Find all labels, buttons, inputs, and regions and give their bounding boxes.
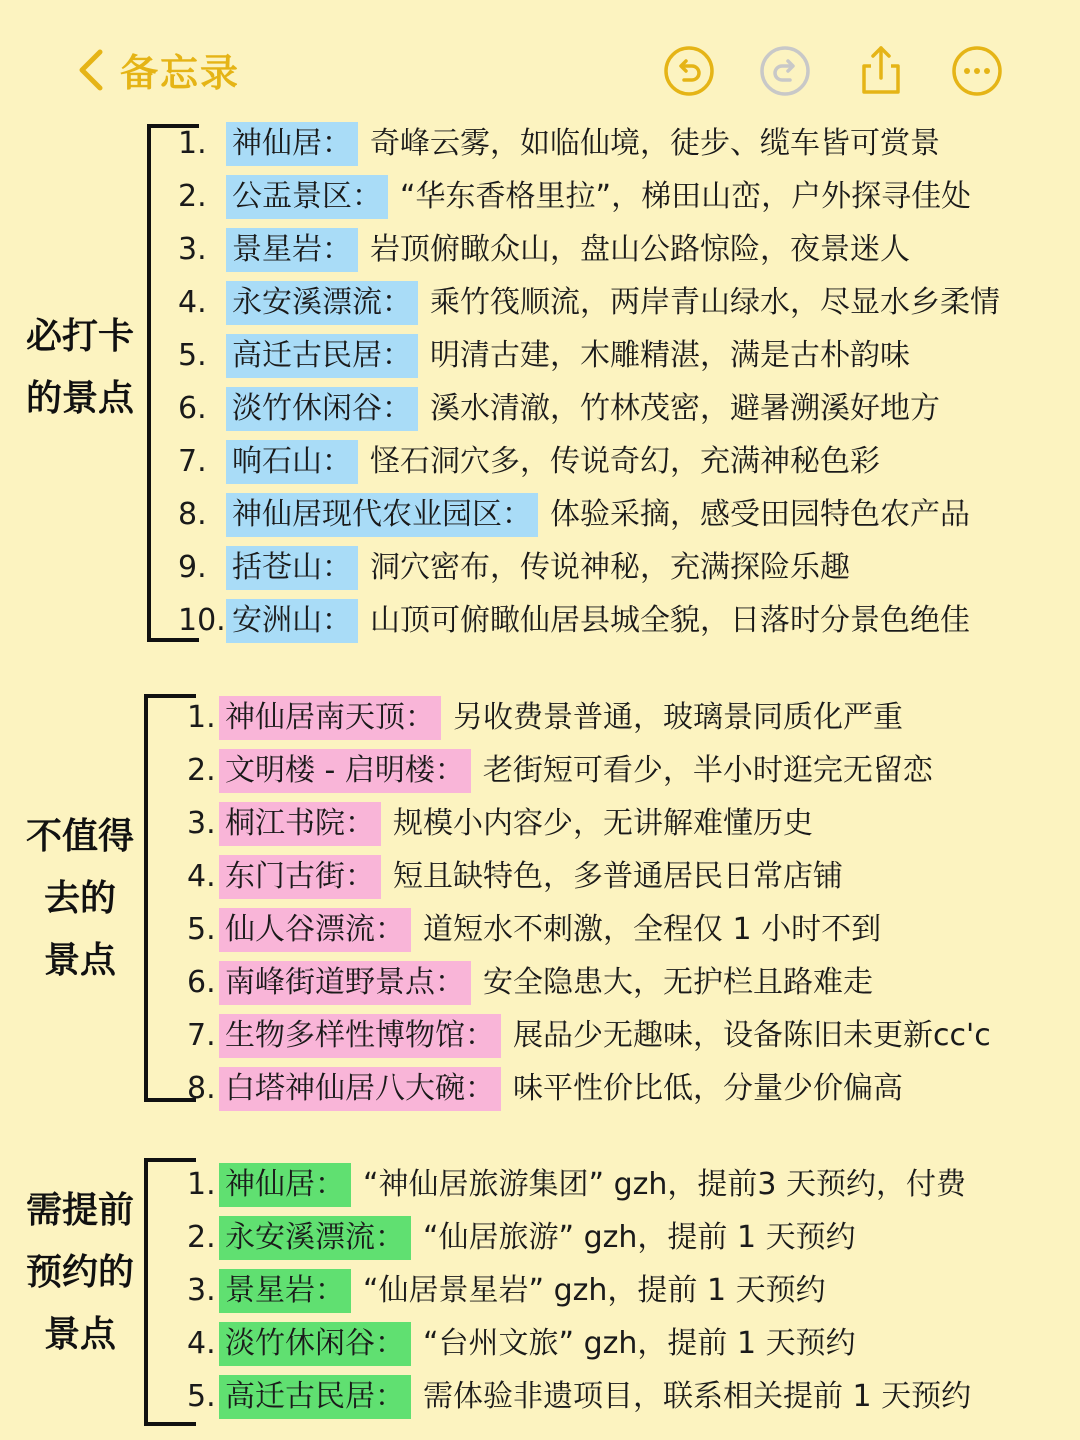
item-desc: “神仙居旅游集团” gzh，提前3 天预约，付费	[363, 1167, 967, 1202]
undo-button[interactable]	[662, 44, 716, 98]
item-desc: 溪水清澈，竹林茂密，避暑溯溪好地方	[430, 391, 940, 426]
top-bar	[0, 0, 1080, 130]
item-number: 9.	[178, 550, 207, 585]
item-desc: 规模小内容少，无讲解难懂历史	[393, 806, 813, 841]
item-number: 8.	[187, 1071, 216, 1106]
item-number: 2.	[178, 179, 207, 214]
item-name: 括苍山：	[226, 546, 358, 590]
item-name: 神仙居：	[219, 1163, 351, 1207]
item-number: 2.	[187, 1220, 216, 1255]
item-name: 景星岩：	[226, 228, 358, 272]
item-name: 文明楼 - 启明楼：	[219, 749, 471, 793]
list-item	[178, 597, 970, 645]
item-name: 景星岩：	[219, 1269, 351, 1313]
share-button[interactable]	[854, 44, 908, 98]
section-label-line: 去的	[43, 878, 116, 919]
item-desc: 明清古建，木雕精湛，满是古朴韵味	[430, 338, 910, 373]
item-number: 5.	[187, 1379, 216, 1414]
more-icon	[950, 44, 1004, 98]
list-item	[178, 544, 850, 592]
section-label	[10, 1180, 150, 1366]
item-name: 桐江书院：	[219, 802, 381, 846]
item-name: 永安溪漂流：	[226, 281, 418, 325]
item-desc: 体验采摘，感受田园特色农产品	[550, 497, 970, 532]
item-number: 2.	[187, 753, 216, 788]
list-item	[178, 120, 940, 168]
item-desc: 安全隐患大，无护栏且路难走	[483, 965, 873, 1000]
list-item	[178, 226, 910, 274]
list-item	[187, 694, 903, 742]
item-name: 东门古街：	[219, 855, 381, 899]
list-item	[187, 1320, 856, 1368]
list-item	[187, 1012, 991, 1060]
item-name: 生物多样性博物馆：	[219, 1014, 501, 1058]
item-desc: “仙居旅游” gzh，提前 1 天预约	[423, 1220, 856, 1255]
item-name: 仙人谷漂流：	[219, 908, 411, 952]
item-desc: 山顶可俯瞰仙居县城全貌，日落时分景色绝佳	[370, 603, 970, 638]
more-button[interactable]	[950, 44, 1004, 98]
list-item	[187, 1161, 966, 1209]
section-label-line: 不值得	[25, 816, 134, 857]
item-name: 淡竹休闲谷：	[219, 1322, 411, 1366]
list-item	[187, 1214, 856, 1262]
item-number: 1.	[187, 700, 216, 735]
item-number: 7.	[178, 444, 207, 479]
list-item	[187, 906, 881, 954]
item-number: 8.	[178, 497, 207, 532]
undo-icon	[662, 44, 716, 98]
back-button[interactable]	[74, 42, 240, 97]
item-number: 5.	[178, 338, 207, 373]
list-item	[178, 173, 971, 221]
item-desc: 另收费景普通，玻璃景同质化严重	[453, 700, 903, 735]
item-number: 7.	[187, 1018, 216, 1053]
item-number: 3.	[187, 1273, 216, 1308]
section-label	[10, 806, 150, 992]
item-number: 3.	[187, 806, 216, 841]
chevron-left-icon	[74, 46, 108, 94]
section-label-line: 景点	[43, 940, 116, 981]
list-item	[187, 959, 873, 1007]
item-number: 10.	[178, 603, 226, 638]
item-desc: 怪石洞穴多，传说奇幻，充满神秘色彩	[370, 444, 880, 479]
item-desc: 奇峰云雾，如临仙境，徒步、缆车皆可赏景	[370, 126, 940, 161]
item-number: 1.	[187, 1167, 216, 1202]
list-item	[187, 1065, 903, 1113]
item-name: 安洲山：	[226, 599, 358, 643]
item-desc: 展品少无趣味，设备陈旧未更新cc'c	[513, 1018, 991, 1053]
item-name: 公盂景区：	[226, 175, 388, 219]
share-icon	[854, 44, 908, 98]
item-name: 永安溪漂流：	[219, 1216, 411, 1260]
item-desc: 老街短可看少，半小时逛完无留恋	[482, 753, 933, 788]
list-item	[187, 1373, 971, 1421]
item-name: 响石山：	[226, 440, 358, 484]
list-item	[187, 800, 813, 848]
list-item	[187, 853, 843, 901]
item-name: 高迁古民居：	[226, 334, 418, 378]
list-item	[178, 438, 880, 486]
redo-button[interactable]	[758, 44, 812, 98]
section-label-line: 的景点	[25, 378, 134, 419]
item-desc: “台州文旅” gzh，提前 1 天预约	[423, 1326, 856, 1361]
item-name: 高迁古民居：	[219, 1375, 411, 1419]
item-number: 6.	[178, 391, 207, 426]
item-number: 6.	[187, 965, 216, 1000]
back-label: 备忘录	[120, 51, 241, 95]
list-item	[178, 279, 1000, 327]
item-desc: “华东香格里拉”，梯田山峦，户外探寻佳处	[400, 179, 972, 214]
item-number: 4.	[178, 285, 207, 320]
item-name: 神仙居：	[226, 122, 358, 166]
list-item	[187, 1267, 826, 1315]
list-item	[187, 747, 933, 795]
section-label	[10, 306, 150, 430]
list-item	[178, 491, 970, 539]
list-item	[178, 385, 940, 433]
item-desc: 道短水不刺激，全程仅 1 小时不到	[423, 912, 882, 947]
item-desc: 洞穴密布，传说神秘，充满探险乐趣	[370, 550, 850, 585]
section-label-line: 需提前	[25, 1190, 134, 1231]
redo-icon	[758, 44, 812, 98]
section-label-line: 必打卡	[25, 316, 134, 357]
item-number: 4.	[187, 859, 216, 894]
item-name: 神仙居南天顶：	[219, 696, 441, 740]
item-name: 白塔神仙居八大碗：	[219, 1067, 501, 1111]
section-label-line: 景点	[43, 1314, 116, 1355]
item-name: 南峰街道野景点：	[219, 961, 471, 1005]
item-name: 神仙居现代农业园区：	[226, 493, 538, 537]
item-number: 1.	[178, 126, 207, 161]
item-number: 4.	[187, 1326, 216, 1361]
list-item	[178, 332, 910, 380]
item-desc: 需体验非遗项目，联系相关提前 1 天预约	[423, 1379, 972, 1414]
item-desc: 乘竹筏顺流，两岸青山绿水，尽显水乡柔情	[430, 285, 1000, 320]
item-name: 淡竹休闲谷：	[226, 387, 418, 431]
item-number: 5.	[187, 912, 216, 947]
item-desc: 岩顶俯瞰众山，盘山公路惊险，夜景迷人	[370, 232, 910, 267]
item-desc: 短且缺特色，多普通居民日常店铺	[393, 859, 843, 894]
item-number: 3.	[178, 232, 207, 267]
item-desc: 味平性价比低，分量少价偏高	[513, 1071, 903, 1106]
item-desc: “仙居景星岩” gzh，提前 1 天预约	[363, 1273, 826, 1308]
section-label-line: 预约的	[25, 1252, 134, 1293]
